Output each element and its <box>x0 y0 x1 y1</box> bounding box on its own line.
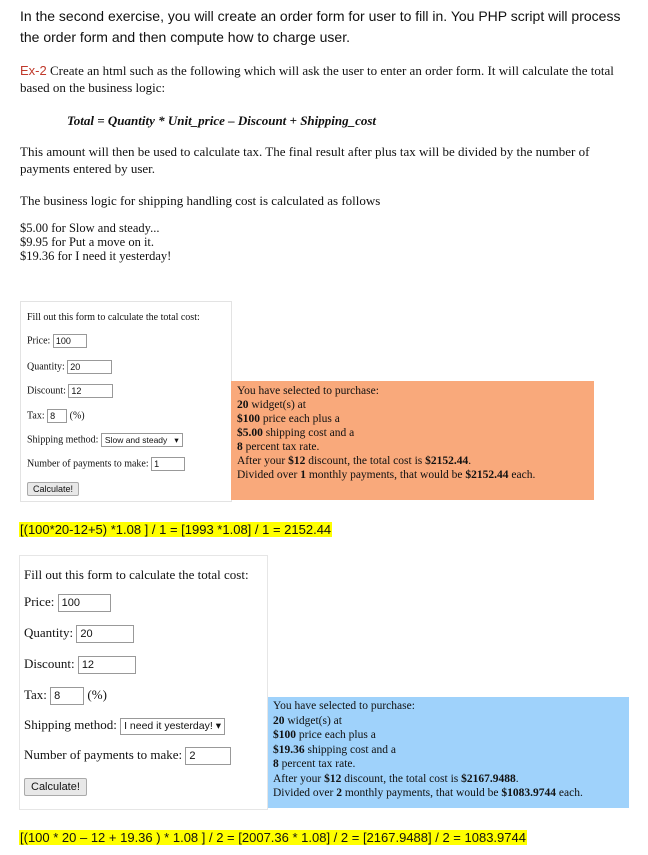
shipping-label: Shipping method: <box>24 717 117 732</box>
result-text: price each plus a <box>260 413 340 425</box>
quantity-row <box>24 625 134 643</box>
shipping-select[interactable] <box>101 433 183 447</box>
quantity-input[interactable]: 20 <box>76 625 134 643</box>
payments-row <box>27 457 185 471</box>
shipping-option: $5.00 for Slow and steady... <box>20 221 160 235</box>
chevron-down-icon: ▾ <box>174 435 179 445</box>
result-value: $12 <box>288 455 306 467</box>
calculation-text: [(100 * 20 – 12 + 19.36 ) * 1.08 ] / 2 = [2007.36 * 1.08] / 2 = [2167.9488] / 2 = 1083.9744 <box>20 830 526 845</box>
result-line <box>237 454 588 468</box>
result-panel-2 <box>268 697 629 808</box>
result-line <box>237 440 588 454</box>
result-value: 20 <box>273 714 285 727</box>
price-label: Price: <box>24 594 55 609</box>
discount-row <box>24 656 136 674</box>
calculation-text: [(100*20-12+5) *1.08 ] / 1 = [1993 *1.08] / 1 = 2152.44 <box>20 522 332 537</box>
result-text: each. <box>508 469 536 481</box>
quantity-label: Quantity: <box>24 625 74 640</box>
tax-unit: (%) <box>87 687 107 702</box>
result-line <box>273 714 624 729</box>
result-value: $100 <box>273 729 296 741</box>
tax-input[interactable]: 8 <box>47 409 67 423</box>
result-text: monthly payments, that would be <box>341 787 502 799</box>
shipping-select-value: I need it yesterday! <box>124 719 213 732</box>
chevron-down-icon: ▾ <box>215 719 221 732</box>
price-input[interactable]: 100 <box>53 334 87 348</box>
exercise-description <box>20 62 630 96</box>
tax-label: Tax: <box>27 410 45 422</box>
result-value: $12 <box>324 772 342 785</box>
result-text: After your <box>273 772 325 785</box>
shipping-label: Shipping method: <box>27 434 99 446</box>
tax-row <box>24 687 107 705</box>
shipping-row <box>24 717 225 735</box>
button-row <box>24 778 87 796</box>
result-value: $2152.44 <box>425 455 469 467</box>
result-line <box>237 398 588 412</box>
tax-label: Tax: <box>24 687 47 702</box>
calculation-1 <box>19 521 332 539</box>
result-text: price each plus a <box>296 729 376 741</box>
result-text: Divided over <box>237 469 301 481</box>
result-text: widget(s) at <box>248 399 306 411</box>
result-line <box>237 426 588 440</box>
price-row <box>24 594 111 612</box>
shipping-intro: The business logic for shipping handling cost is calculated as follows <box>20 193 381 208</box>
result-text: After your <box>237 455 289 467</box>
result-text: shipping cost and a <box>262 427 355 439</box>
intro-paragraph: In the second exercise, you will create an order form for user to fill in. You PHP script will process the order form and then compute how to charge user. <box>20 8 621 45</box>
result-text: widget(s) at <box>284 714 342 727</box>
tax-input[interactable]: 8 <box>50 687 84 705</box>
shipping-options-list <box>20 221 630 263</box>
price-input[interactable]: 100 <box>58 594 111 612</box>
result-value: $2167.9488 <box>461 772 516 785</box>
result-text: Divided over <box>273 787 337 799</box>
payments-label: Number of payments to make: <box>27 458 149 470</box>
result-value: 20 <box>237 399 249 411</box>
result-value: $5.00 <box>237 427 263 439</box>
result-text: each. <box>556 787 583 799</box>
result-text: discount, the total cost is <box>341 772 462 785</box>
payments-label: Number of payments to make: <box>24 747 183 762</box>
result-value: $19.36 <box>273 743 305 756</box>
result-value: 1 <box>300 469 306 481</box>
result-value: $100 <box>237 413 260 425</box>
calculation-2 <box>19 829 527 847</box>
result-line <box>273 728 624 743</box>
calculate-button[interactable]: Calculate! <box>27 482 79 496</box>
shipping-row <box>27 433 183 447</box>
shipping-option: $9.95 for Put a move on it. <box>20 235 155 249</box>
result-line <box>273 743 624 758</box>
result-line <box>273 772 624 787</box>
order-form-example-2 <box>19 555 268 810</box>
tax-row <box>27 409 85 423</box>
result-line <box>273 786 624 801</box>
price-row <box>27 334 87 348</box>
result-text: discount, the total cost is <box>305 455 426 467</box>
result-value: $2152.44 <box>465 469 509 481</box>
result-text: percent tax rate. <box>242 441 320 453</box>
shipping-option: $19.36 for I need it yesterday! <box>20 249 172 263</box>
calculate-button[interactable]: Calculate! <box>24 778 87 796</box>
shipping-select-value: Slow and steady <box>104 435 168 445</box>
result-value: 8 <box>273 758 279 770</box>
result-value: $1083.9744 <box>501 787 556 799</box>
tax-unit: (%) <box>69 410 85 422</box>
button-row <box>27 482 79 496</box>
exercise-label: Ex-2 <box>20 63 47 78</box>
price-label: Price: <box>27 335 51 347</box>
discount-row <box>27 384 113 398</box>
form-title: Fill out this form to calculate the total cost: <box>24 567 249 582</box>
payments-row <box>24 747 231 765</box>
result-line <box>237 412 588 426</box>
result-value: 8 <box>237 441 243 453</box>
shipping-select[interactable] <box>120 718 225 735</box>
order-form-example-1 <box>20 301 232 502</box>
result-text: . <box>515 772 519 785</box>
payments-input[interactable]: 2 <box>185 747 231 765</box>
result-line <box>237 468 588 482</box>
discount-label: Discount: <box>27 385 66 397</box>
quantity-label: Quantity: <box>27 361 65 373</box>
result-line <box>273 757 624 772</box>
payments-input[interactable]: 1 <box>151 457 185 471</box>
quantity-row <box>27 360 112 374</box>
result-text: shipping cost and a <box>304 743 396 756</box>
result-panel-1 <box>231 381 594 500</box>
exercise-text: Create an html such as the following which will ask the user to enter an order form. It will calculate the total based on the business logic: <box>20 63 614 95</box>
result-line: You have selected to purchase: <box>237 385 379 397</box>
result-line: You have selected to purchase: <box>273 700 415 712</box>
business-formula: Total = Quantity * Unit_price – Discount + Shipping_cost <box>67 113 377 128</box>
quantity-input[interactable]: 20 <box>67 360 112 374</box>
tax-explanation: This amount will then be used to calculate tax. The final result after plus tax will be divided by the number of payments entered by user. <box>20 144 590 176</box>
result-value: 2 <box>336 787 342 799</box>
result-text: monthly payments, that would be <box>305 469 466 481</box>
result-text: percent tax rate. <box>278 758 356 770</box>
discount-input[interactable]: 12 <box>68 384 113 398</box>
discount-label: Discount: <box>24 656 75 671</box>
discount-input[interactable]: 12 <box>78 656 136 674</box>
result-text: . <box>468 455 472 467</box>
form-title: Fill out this form to calculate the total cost: <box>27 312 200 323</box>
